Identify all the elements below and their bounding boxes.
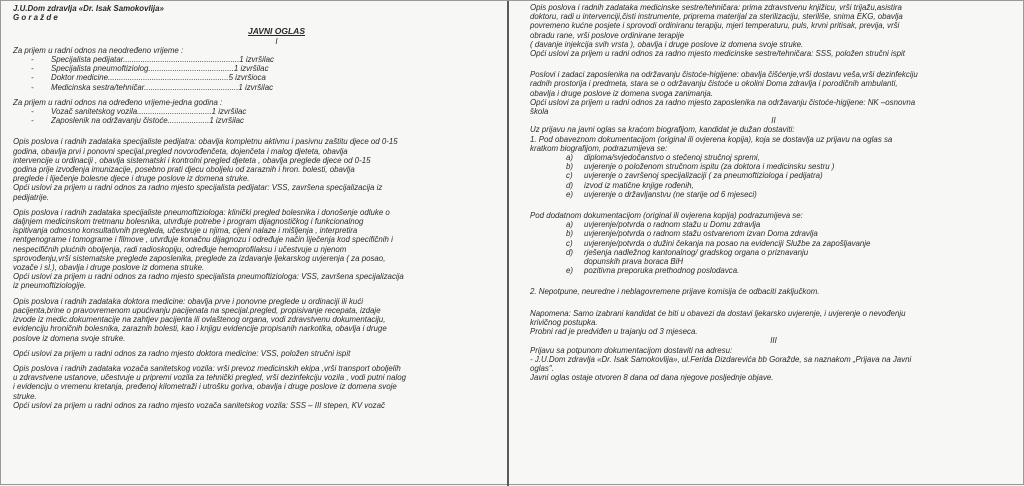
text-line: obavlja i druge poslove iz domena svoga zanimanja.: [530, 88, 713, 98]
nurse-description: [530, 3, 1017, 58]
item-text: uvjerenje o završenoj specijalizaciji ( za pneumoftiziologa i pedijatra): [584, 171, 823, 181]
text-line: Napomena: Samo izabrani kandidat će biti u obavezi da dostavi ljekarsko uvjerenje, i uvjerenje o nevođenju: [530, 308, 906, 318]
documents-intro: Uz prijavu na javni oglas sa kraćom biografijom, kandidat je dužan dostaviti:: [530, 125, 795, 135]
doctor-conditions: [13, 349, 500, 358]
item-marker: b): [566, 162, 574, 172]
text-line: škola: [530, 107, 549, 117]
list-item: [566, 190, 1017, 199]
pediatrician-description: [13, 137, 500, 201]
text-line: Prijavu sa potpunom dokumentacijom dostaviti na adresu:: [530, 345, 733, 355]
text-line: u zdravstvene ustanove, učestvuje u pripremi vozila za tehnički pregled, vrši dezinfekciju vozila , vodi putni nalog: [13, 373, 406, 383]
text-line: intervencije u ordinaciji , obavlja sistematski i kontrolni pregled djeteta , obavlja preglede djece od 0-15: [13, 155, 371, 165]
text-line: Opis poslova i radnih zadataka medicinske sestre/tehničara: prima zdravstvenu knjižicu, vrši trijažu,asistira: [530, 3, 902, 12]
list-item: [566, 153, 1017, 162]
text-line: Opći uslovi za prijem u radni odnos za radno mjesto specijalista pneumoftiziologa: VSS, završena specijalizacija: [13, 272, 404, 282]
text-line: Opis poslova i radnih zadataka doktora medicine: obavlja prve i ponovne preglede u ordinaciji ili kući: [13, 296, 364, 306]
column-divider: [507, 1, 509, 486]
position-item: - Zaposlenik na održavanju čistoće...................1 izvršilac: [31, 116, 500, 125]
text-line: Opći uslovi za prijem u radni odnos za radno mjesto zaposlenika na održavanju čistoće-higijene: NK –osnovna: [530, 97, 916, 107]
incomplete-applications-note: 2. Nepotpune, neuredne i neblagovremene prijave komisija će odbaciti zaključkom.: [530, 287, 820, 297]
position-item: - Doktor medicine.......................................................5 izvršioca: [31, 73, 500, 82]
item-marker: c): [566, 238, 573, 248]
text-line: struke.: [13, 391, 37, 401]
address-block: [530, 346, 1017, 383]
list-item: [566, 220, 1017, 229]
text-line: nespecifičnih plućnih oboljenja, radi radioskopiju, određuje hemoprofilaksu i učestvuje u njenom: [13, 244, 347, 254]
definite-heading: Za prijem u radni odnos na određeno vrijeme-jedna godina :: [13, 97, 223, 107]
position-item: - Specijalista pedijatar.....................................................1 izvršilac: [31, 55, 500, 64]
additional-item-continuation: dopunskih prava boraca BiH: [584, 257, 684, 267]
item-marker: b): [566, 229, 574, 239]
list-item: [566, 171, 1017, 180]
note-block: [530, 309, 1017, 337]
text-line: pacijenta,brine o pravovremenom upućivanju pacijenata na specijal.pregled, propisivanje recepata, izdaje: [13, 305, 381, 315]
list-item: [566, 181, 1017, 190]
text-line: i evidenciju o vremenu kretanja, pređenoj kilometraži i utrošku goriva, obavlja i druge poslove iz domena svoje: [13, 382, 397, 392]
text-line: sprovođenju,vrši sistematske preglede zaposlenika, preglede za izdavanje ljekarskog uvjerenja ( za posao,: [13, 253, 386, 263]
text-line: vozače i sl.), obavlja i druge poslove iz domena struke.: [13, 263, 205, 273]
left-column: [1, 1, 506, 486]
text-line: iz pneumoftiziologije.: [13, 281, 87, 291]
indefinite-heading: Za prijem u radni odnos na neodređeno vrijeme :: [13, 45, 184, 55]
list-item: [566, 248, 1017, 257]
mandatory-docs-heading: 1. Pod obaveznom dokumentacijom (original ili ovjerena kopija), koja se dostavlja uz prijavu na oglas sa: [530, 134, 893, 144]
item-text: uvjerenje o državljanstvu (ne starije od 6 mjeseci): [584, 189, 757, 199]
text-line: povremeno kućne posjete i sprovodi ordiniranu terapiju, mjeri temperaturu, puls, krvni pritisak, previja, vrši: [530, 21, 900, 31]
text-line: krivičnog postupka.: [530, 317, 598, 327]
mandatory-docs-list: [530, 153, 1017, 199]
position-item: - Vozač sanitetskog vozila..................................1 izvršilac: [31, 107, 500, 116]
text-line: doktoru, radi u intervenciji,čisti instrumente, priprema materijal za sterilizaciju, steriliše, snima EKG, obavlja: [530, 12, 903, 22]
section-number-1: I: [275, 36, 278, 46]
city-name: G o r a ž d e: [13, 13, 58, 23]
text-line: Opći uslovi za prijem u radni odnos za radno mjesto medicinske sestre/tehničara: SSS, položen stručni ispit: [530, 49, 905, 59]
text-line: izvode iz medic.dokumentacije na zahtjev pacijenta ili ovlaštenog organa, vodi zdravstvenu dokumentaciju,: [13, 315, 386, 325]
text-line: Opći uslovi za prijem u radni odnos za radno mjesto vozača sanitetskog vozila: SSS – III stepen, KV vozač: [13, 400, 385, 410]
text-line: Opći uslovi za prijem u radni odnos za radno mjesto doktora medicine: VSS, položen stručni ispit: [13, 348, 351, 358]
text-line: - J.U.Dom zdravlja «Dr. Isak Samokovlija», ul.Ferida Dizdarevića bb Goražde, sa naznakom „Prijava na Javni: [530, 354, 912, 364]
text-line: Javni oglas ostaje otvoren 8 dana od dana njegove posljednje objave.: [530, 373, 774, 383]
item-text: uvjerenje/potvrda o dužini čekanja na posao na evidenciji Službe za zapošljavanje: [584, 238, 871, 248]
position-item: - Specijalista pneumoftiziolog.......................................1 izvršilac: [31, 64, 500, 73]
position-item: - Medicinska sestra/tehničar...........................................1 izvršilac: [31, 83, 500, 92]
driver-description: [13, 364, 500, 410]
mandatory-docs-heading-cont: kratkom biografijom, podrazumijeva se:: [530, 143, 668, 153]
definite-positions-list: [13, 107, 500, 125]
additional-docs-list: [530, 220, 1017, 257]
section-number-3: III: [770, 336, 777, 346]
item-text: uvjerenje/potvrda o radnom stažu u Domu zdravlja: [584, 220, 761, 230]
text-line: daljnjem medicinskom tretmanu bolesnika, utvrđuje potrebe i program dijagnostičkog i funkcionalnog: [13, 217, 364, 227]
section-number-2: II: [771, 116, 776, 126]
list-item: [566, 239, 1017, 248]
item-marker: a): [566, 153, 574, 163]
item-marker: d): [566, 180, 574, 190]
cleaner-description: [530, 70, 1017, 116]
text-line: oglas".: [530, 363, 554, 373]
text-line: rentgenograme i tomograme i filmove , utvrđuje konačnu dijagnozu i određuje način liječenja kod specifičnih i: [13, 235, 393, 245]
item-marker: c): [566, 171, 573, 181]
item-marker: d): [566, 247, 574, 257]
item-marker: a): [566, 220, 574, 230]
list-item: [566, 229, 1017, 238]
text-line: ispitivanja odnosno konsultativnih pregleda, učestvuje u njima, cijeni nalaze i mišljenja , interpretira: [13, 226, 358, 236]
text-line: poslove iz domena svoje struke.: [13, 333, 126, 343]
text-line: Probni rad je predviđen u trajanju od 3 mjeseca.: [530, 327, 698, 337]
organization-name: J.U.Dom zdravlja «Dr. Isak Samokovlija»: [13, 4, 164, 13]
text-line: Opis poslova i radnih zadataka specijaliste pneumoftiziologa: klinički pregled bolesnika i donošenje odluke o: [13, 207, 390, 217]
right-column: [512, 1, 1024, 486]
item-text: uvjerenje/potvrda o radnom stažu ostvarenom izvan Doma zdravlja: [584, 229, 818, 239]
item-text: uvjerenje o položenom stručnom ispitu (za doktora i medicinsku sestru ): [584, 162, 835, 172]
text-line: radnih prostorija i predmeta, stara se o održavanju čistoće u okolini Doma zdravlja i porodičnih ambulanti,: [530, 79, 898, 89]
additional-docs-heading: Pod dodatnom dokumentacijom (original ili ovjerena kopija) podrazumijeva se:: [530, 211, 803, 221]
text-line: Opis poslova i radnih zadataka specijaliste pedijatra: obavlja kompletnu aktivnu i pasivnu zaštitu djece od 0-15: [13, 137, 398, 147]
text-line: obradu rane, vrši poslove ordinirane terapije: [530, 30, 684, 40]
text-line: ( davanje injekcija svih vrsta ), obavlja i druge poslove iz domena svoje struke.: [530, 39, 804, 49]
doctor-description: [13, 297, 500, 343]
text-line: Opći uslovi za prijem u radni odnos za radno mjesto specijalista pedijatar: VSS, završena specijalizacija iz: [13, 183, 383, 193]
item-text: izvod iz matične knjige rođenih,: [584, 180, 694, 190]
text-line: godina, obavlja prvi i ponovni specijal.pregled novorođenčeta, dojenčeta i malog djeteta, obavlja: [13, 146, 348, 156]
text-line: pedijatrije.: [13, 192, 49, 202]
text-line: preglede i liječenje bolesne djece i druge poslove iz domena struke.: [13, 174, 250, 184]
item-marker: e): [566, 189, 574, 199]
item-text: rješenja nadležnog kantonalnog/ gradskog organa o priznavanju: [584, 247, 809, 257]
text-line: godina prije izvođenja imunizacije, posebno prati djecu oboljelu od zaraznih i hron. bolesti, obavlja: [13, 165, 355, 175]
list-item: [566, 162, 1017, 171]
item-text: pozitivna preporuka prethodnog poslodavca.: [584, 266, 740, 276]
pulmonologist-description: [13, 208, 500, 291]
item-text: diploma/svjedočanstvo o stečenoj stručnoj spremi,: [584, 153, 760, 163]
notice-title: JAVNI OGLAS: [248, 26, 305, 37]
text-line: Opis poslova i radnih zadataka vozača sanitetskog vozila: vrši prevoz medicinskih ekipa ,vrši transport oboljelih: [13, 363, 401, 373]
text-line: Poslovi i zadaci zaposlenika na održavanju čistoće-higijene: obavlja čišćenje,vrši dostavu veša,vrši dezinfekciju: [530, 70, 918, 80]
item-marker: e): [566, 266, 574, 276]
list-item: [566, 266, 1017, 275]
additional-docs-list-end: [530, 266, 1017, 275]
text-line: evidenciju hroničnih bolesnika, zaraznih bolesti, kao i knjigu evidencije propisanih narkotika, obavlja i druge: [13, 324, 387, 334]
indefinite-positions-list: [13, 55, 500, 92]
